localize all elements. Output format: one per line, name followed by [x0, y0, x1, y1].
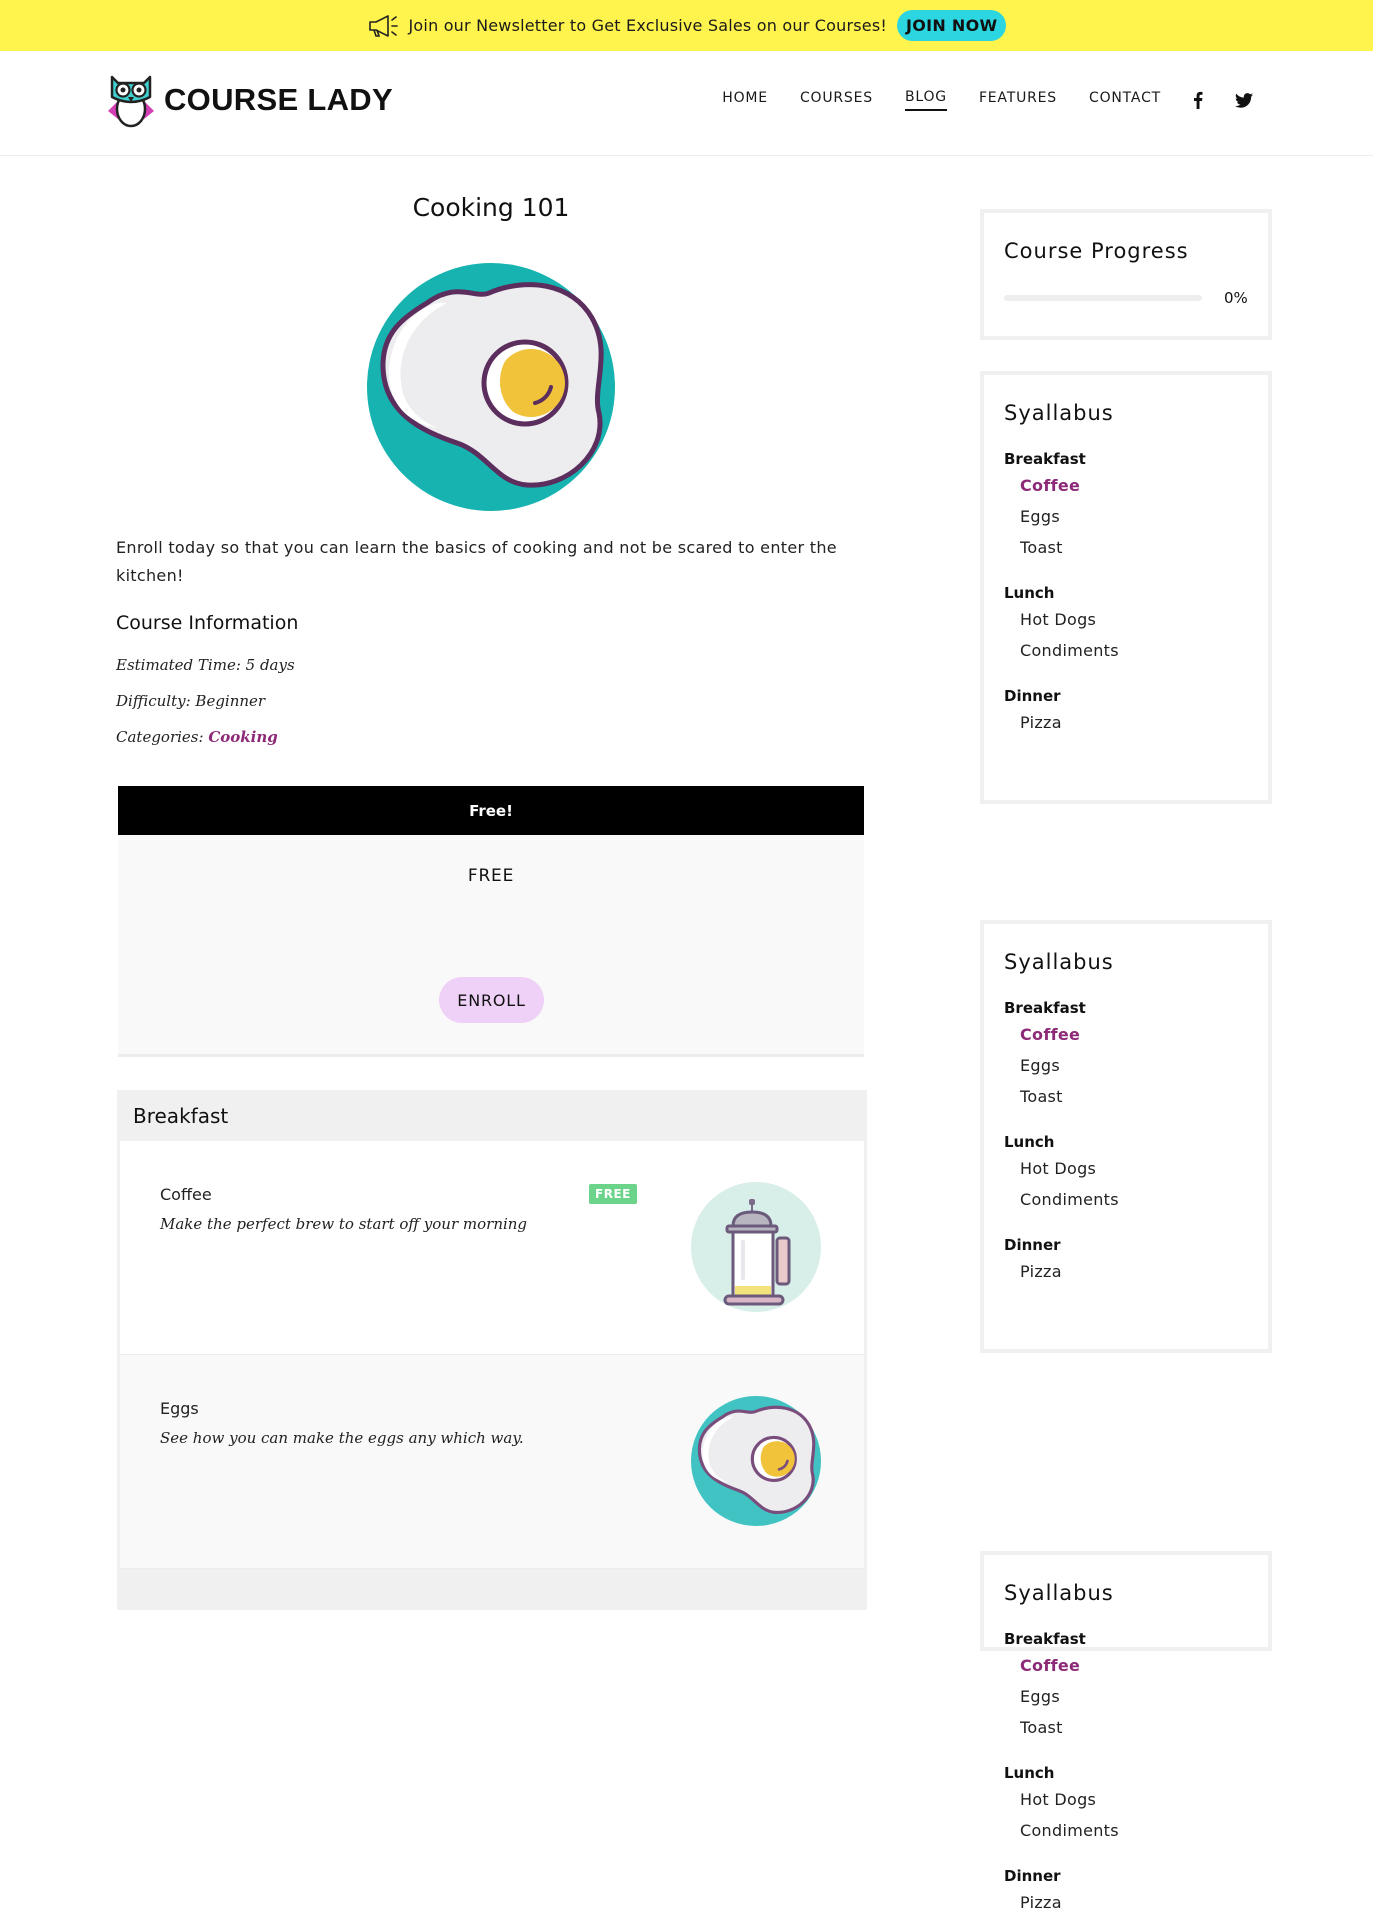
categories [116, 728, 278, 746]
syllabus-section-title[interactable]: Lunch [1004, 1133, 1055, 1151]
syllabus-item[interactable]: Coffee [1020, 1025, 1081, 1044]
syllabus-section-title[interactable]: Breakfast [1004, 1630, 1086, 1648]
course-info-heading: Course Information [116, 612, 299, 634]
syllabus-section [1004, 687, 1248, 741]
logo-text: COURSE LADY [164, 82, 393, 117]
twitter-icon[interactable] [1235, 93, 1253, 108]
main-nav [690, 89, 1253, 111]
syllabus-item[interactable]: Coffee [1020, 1656, 1081, 1675]
syllabus-section [1004, 1764, 1248, 1849]
lesson-row[interactable] [120, 1141, 864, 1355]
syllabus-item[interactable]: Condiments [1020, 1190, 1119, 1209]
pricing-header: Free! [118, 786, 864, 835]
syllabus-section-title[interactable]: Lunch [1004, 1764, 1055, 1782]
lesson-description: See how you can make the eggs any which way. [160, 1429, 524, 1447]
syllabus-widget [980, 1551, 1272, 1912]
course-progress-widget [980, 209, 1272, 340]
category-link-cooking[interactable]: Cooking [208, 728, 278, 746]
lesson-title[interactable]: Eggs [160, 1399, 199, 1418]
lesson-title[interactable]: Coffee [160, 1185, 212, 1204]
lesson-description: Make the perfect brew to start off your morning [160, 1215, 528, 1233]
syllabus-item[interactable]: Hot Dogs [1020, 610, 1097, 629]
facebook-icon[interactable] [1193, 91, 1203, 109]
syllabus-section [1004, 1630, 1248, 1746]
nav-contact[interactable]: CONTACT [1089, 90, 1161, 106]
join-now-button[interactable]: JOIN NOW [897, 10, 1007, 41]
french-press-icon [691, 1182, 821, 1312]
nav-blog[interactable]: BLOG [905, 89, 947, 111]
nav-home[interactable]: HOME [722, 90, 768, 106]
syllabus-section [1004, 450, 1248, 566]
syllabus-title: Syallabus [1004, 1581, 1114, 1605]
syllabus-section-title[interactable]: Dinner [1004, 1236, 1061, 1254]
syllabus-item[interactable]: Eggs [1020, 507, 1060, 526]
nav-courses[interactable]: COURSES [799, 90, 873, 106]
syllabus-section [1004, 1867, 1248, 1921]
syllabus-widget [980, 371, 1272, 804]
syllabus-section [1004, 1236, 1248, 1290]
syllabus-item[interactable]: Pizza [1020, 713, 1062, 732]
syllabus-section-title[interactable]: Dinner [1004, 1867, 1061, 1885]
syllabus-section [1004, 1133, 1248, 1218]
syllabus-item[interactable]: Hot Dogs [1020, 1790, 1097, 1809]
syllabus-item[interactable]: Condiments [1020, 1821, 1119, 1840]
banner-text: Join our Newsletter to Get Exclusive Sales on our Courses! [408, 16, 887, 35]
syllabus-title: Syallabus [1004, 401, 1114, 425]
pricing-box [118, 786, 864, 1057]
syllabus-item[interactable]: Hot Dogs [1020, 1159, 1097, 1178]
lessons-section [117, 1090, 867, 1610]
syllabus-section-title[interactable]: Breakfast [1004, 450, 1086, 468]
lesson-row[interactable] [120, 1355, 864, 1569]
site-header [0, 51, 1373, 156]
course-progress-title: Course Progress [1004, 239, 1189, 263]
syllabus-section-title[interactable]: Lunch [1004, 584, 1055, 602]
progress-percent: 0% [1224, 289, 1248, 307]
syllabus-item[interactable]: Toast [1020, 1087, 1063, 1106]
lessons-section-title: Breakfast [133, 1103, 229, 1128]
syllabus-item[interactable]: Eggs [1020, 1056, 1060, 1075]
fried-egg-hero-icon [367, 263, 615, 511]
progress-row [1004, 289, 1248, 307]
enroll-button[interactable]: ENROLL [439, 977, 544, 1023]
syllabus-section-title[interactable]: Dinner [1004, 687, 1061, 705]
course-intro: Enroll today so that you can learn the basics of cooking and not be scared to enter the kitchen! [116, 538, 837, 585]
nav-features[interactable]: FEATURES [978, 90, 1057, 106]
progress-bar [1004, 295, 1202, 301]
syllabus-widget [980, 920, 1272, 1353]
difficulty: Difficulty: Beginner [116, 692, 266, 710]
syllabus-item[interactable]: Pizza [1020, 1262, 1062, 1281]
syllabus-section [1004, 999, 1248, 1115]
syllabus-item[interactable]: Coffee [1020, 476, 1081, 495]
syllabus-item[interactable]: Condiments [1020, 641, 1119, 660]
fried-egg-icon [691, 1396, 821, 1526]
megaphone-icon [367, 14, 399, 38]
site-logo[interactable] [104, 71, 393, 129]
syllabus-item[interactable]: Toast [1020, 1718, 1063, 1737]
syllabus-item[interactable]: Eggs [1020, 1687, 1060, 1706]
newsletter-banner [0, 0, 1373, 51]
syllabus-item[interactable]: Toast [1020, 538, 1063, 557]
free-badge: FREE [589, 1184, 637, 1204]
categories-label: Categories: [116, 728, 209, 746]
syllabus-item[interactable]: Pizza [1020, 1893, 1062, 1912]
syllabus-section-title[interactable]: Breakfast [1004, 999, 1086, 1017]
course-title: Cooking 101 [412, 193, 570, 222]
owl-logo-icon [104, 71, 158, 129]
syllabus-title: Syallabus [1004, 950, 1114, 974]
syllabus-section [1004, 584, 1248, 669]
estimated-time: Estimated Time: 5 days [116, 656, 295, 674]
pricing-price: FREE [467, 866, 515, 886]
